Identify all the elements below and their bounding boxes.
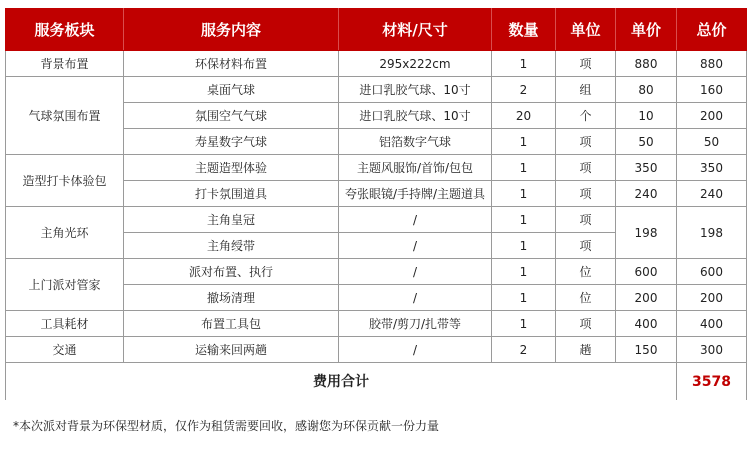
content-cell: 环保材料布置 (124, 51, 339, 77)
material-cell: / (339, 233, 492, 259)
content-cell: 运输来回两趟 (124, 337, 339, 363)
price-cell: 10 (616, 103, 677, 129)
section-cell: 主角光环 (6, 207, 124, 259)
table-row (6, 311, 747, 337)
material-cell: 铝箔数字气球 (339, 129, 492, 155)
material-cell: 胶带/剪刀/扎带等 (339, 311, 492, 337)
material-cell: / (339, 259, 492, 285)
header-material: 材料/尺寸 (339, 9, 492, 51)
total-cell: 300 (677, 337, 747, 363)
total-cell: 198 (677, 207, 747, 259)
unit-cell: 位 (556, 259, 616, 285)
summary-label: 费用合计 (6, 363, 677, 401)
total-cell: 240 (677, 181, 747, 207)
content-cell: 撤场清理 (124, 285, 339, 311)
section-cell: 工具耗材 (6, 311, 124, 337)
unit-cell: 项 (556, 181, 616, 207)
content-cell: 派对布置、执行 (124, 259, 339, 285)
qty-cell: 2 (492, 337, 556, 363)
content-cell: 布置工具包 (124, 311, 339, 337)
content-cell: 桌面气球 (124, 77, 339, 103)
table-row (6, 77, 747, 103)
footnote: *本次派对背景为环保型材质，仅作为租赁需要回收，感谢您为环保贡献一份力量 (13, 419, 440, 433)
content-cell: 主角绶带 (124, 233, 339, 259)
material-cell: / (339, 285, 492, 311)
material-cell: / (339, 337, 492, 363)
content-cell: 寿星数字气球 (124, 129, 339, 155)
header-qty: 数量 (492, 9, 556, 51)
price-cell: 80 (616, 77, 677, 103)
qty-cell: 1 (492, 181, 556, 207)
total-cell: 600 (677, 259, 747, 285)
unit-cell: 项 (556, 129, 616, 155)
section-cell: 背景布置 (6, 51, 124, 77)
header-row (6, 9, 747, 51)
header-content: 服务内容 (124, 9, 339, 51)
unit-cell: 项 (556, 155, 616, 181)
qty-cell: 1 (492, 155, 556, 181)
table-row (6, 259, 747, 285)
material-cell: 主题风服饰/首饰/包包 (339, 155, 492, 181)
header-section: 服务板块 (6, 9, 124, 51)
material-cell: 进口乳胶气球、10寸 (339, 103, 492, 129)
content-cell: 主角皇冠 (124, 207, 339, 233)
table-row (6, 155, 747, 181)
unit-cell: 项 (556, 233, 616, 259)
material-cell: 夸张眼镜/手持牌/主题道具 (339, 181, 492, 207)
material-cell: 进口乳胶气球、10寸 (339, 77, 492, 103)
material-cell: / (339, 207, 492, 233)
total-cell: 400 (677, 311, 747, 337)
header-total: 总价 (677, 9, 747, 51)
section-cell: 交通 (6, 337, 124, 363)
content-cell: 氛围空气气球 (124, 103, 339, 129)
price-cell: 240 (616, 181, 677, 207)
unit-cell: 趟 (556, 337, 616, 363)
unit-cell: 位 (556, 285, 616, 311)
qty-cell: 1 (492, 285, 556, 311)
price-cell: 400 (616, 311, 677, 337)
total-cell: 350 (677, 155, 747, 181)
unit-cell: 项 (556, 207, 616, 233)
qty-cell: 20 (492, 103, 556, 129)
quote-table (5, 8, 747, 400)
header-unit: 单位 (556, 9, 616, 51)
content-cell: 打卡氛围道具 (124, 181, 339, 207)
material-cell: 295x222cm (339, 51, 492, 77)
table-row (6, 207, 747, 233)
header-price: 单价 (616, 9, 677, 51)
unit-cell: 组 (556, 77, 616, 103)
price-cell: 350 (616, 155, 677, 181)
section-cell: 上门派对管家 (6, 259, 124, 311)
total-cell: 50 (677, 129, 747, 155)
total-cell: 200 (677, 103, 747, 129)
qty-cell: 1 (492, 207, 556, 233)
total-cell: 880 (677, 51, 747, 77)
qty-cell: 1 (492, 233, 556, 259)
section-cell: 气球氛围布置 (6, 77, 124, 155)
price-cell: 50 (616, 129, 677, 155)
price-cell: 198 (616, 207, 677, 259)
qty-cell: 2 (492, 77, 556, 103)
total-cell: 160 (677, 77, 747, 103)
qty-cell: 1 (492, 311, 556, 337)
qty-cell: 1 (492, 51, 556, 77)
table-row (6, 51, 747, 77)
total-cell: 200 (677, 285, 747, 311)
summary-total: 3578 (677, 363, 747, 401)
price-cell: 200 (616, 285, 677, 311)
unit-cell: 项 (556, 311, 616, 337)
unit-cell: 项 (556, 51, 616, 77)
unit-cell: 个 (556, 103, 616, 129)
qty-cell: 1 (492, 129, 556, 155)
price-cell: 150 (616, 337, 677, 363)
section-cell: 造型打卡体验包 (6, 155, 124, 207)
table-row (6, 337, 747, 363)
qty-cell: 1 (492, 259, 556, 285)
price-cell: 880 (616, 51, 677, 77)
price-cell: 600 (616, 259, 677, 285)
content-cell: 主题造型体验 (124, 155, 339, 181)
summary-row (6, 363, 747, 401)
